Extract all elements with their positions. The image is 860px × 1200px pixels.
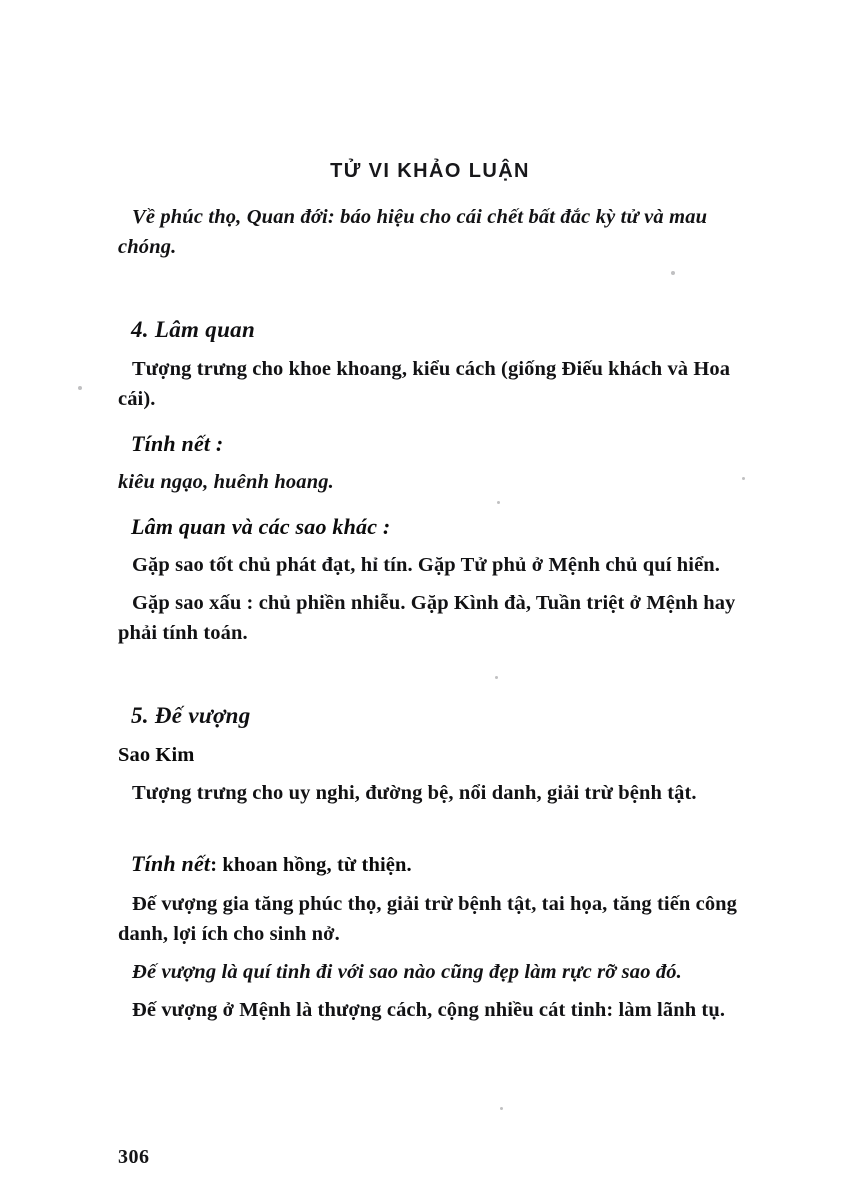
spacer (118, 732, 758, 740)
section-4-temperament-label: Tính nết : (131, 431, 224, 456)
section-4-combinations-label: Lâm quan và các sao khác : (131, 514, 391, 539)
section-heading-4: 4. Lâm quan (131, 317, 256, 342)
scan-speck (78, 386, 82, 390)
section-4-temperament-text: kiêu ngạo, huênh hoang. (118, 471, 334, 493)
spacer (118, 881, 758, 889)
spacer (118, 580, 758, 588)
section-5-star-line: Sao Kim (118, 744, 195, 766)
section-5-quality-paragraph: Đế vượng là quí tinh đi với sao nào cũng đẹp làm rực rỡ sao đó. (132, 961, 682, 983)
section-5-temperament-text: : khoan hồng, từ thiện. (210, 854, 412, 876)
section-4-combination-good: Gặp sao tốt chủ phát đạt, hỉ tín. Gặp Tử phủ ở Mệnh chủ quí hiển. (132, 554, 721, 576)
spacer (118, 346, 758, 354)
lead-paragraph: Về phúc thọ, Quan đới: báo hiệu cho cái chết bất đắc kỳ tử và mau chóng. (118, 206, 708, 258)
text-column (118, 202, 758, 1025)
page-number: 306 (118, 1146, 150, 1168)
section-heading-5: 5. Đế vượng (131, 703, 251, 728)
spacer (118, 648, 758, 700)
spacer (118, 987, 758, 995)
spacer (118, 542, 758, 550)
section-5-temperament-label: Tính nết (131, 851, 211, 876)
section-4-description: Tượng trưng cho khoe khoang, kiểu cách (giống Điếu khách và Hoa cái). (118, 358, 731, 410)
section-5-destiny-paragraph: Đế vượng ở Mệnh là thượng cách, cộng nhiều cát tinh: làm lãnh tụ. (132, 999, 726, 1021)
spacer (118, 414, 758, 428)
running-head: TỬ VI KHẢO LUẬN (330, 160, 530, 182)
spacer (118, 808, 758, 848)
spacer (118, 497, 758, 511)
spacer (118, 262, 758, 314)
section-5-description: Tượng trưng cho uy nghi, đường bệ, nổi danh, giải trừ bệnh tật. (132, 782, 697, 804)
spacer (118, 459, 758, 467)
spacer (118, 949, 758, 957)
section-5-effect-paragraph: Đế vượng gia tăng phúc thọ, giải trừ bệnh tật, tai họa, tăng tiến công danh, lợi ích cho sinh nở. (118, 893, 738, 945)
section-4-combination-bad: Gặp sao xấu : chủ phiền nhiễu. Gặp Kình đà, Tuần triệt ở Mệnh hay phải tính toán. (118, 592, 736, 644)
scan-speck (500, 1107, 503, 1110)
section-5-temperament-line (118, 848, 758, 881)
spacer (118, 770, 758, 778)
